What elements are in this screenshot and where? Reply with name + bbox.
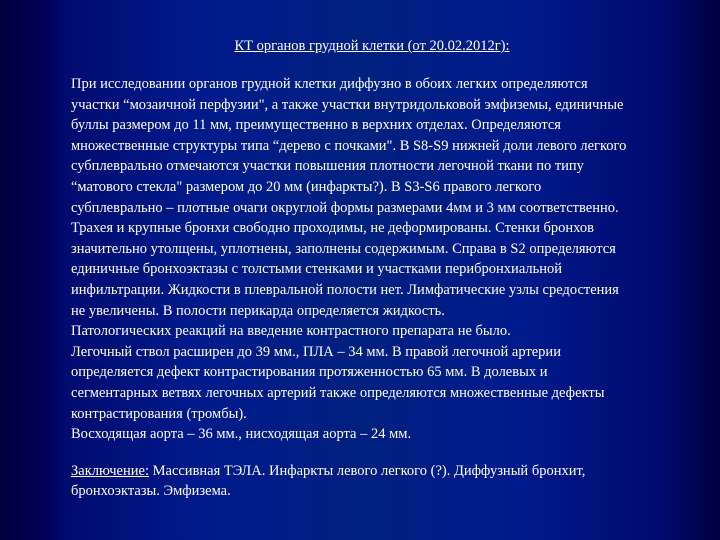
left-accent-bar <box>0 0 66 540</box>
text-line: При исследовании органов грудной клетки диффузно в обоих легких определяются <box>71 76 588 92</box>
text-line: Легочный ствол расширен до 39 мм., ПЛА – 34 мм. В правой легочной артерии <box>71 343 561 360</box>
text-line: сегментарных ветвях легочных артерий также определяются множественные дефекты <box>71 384 605 401</box>
text-line: “матового стекла" размером до 20 мм (инфаркты?). В S3-S6 правого легкого <box>71 178 542 195</box>
text-line: контрастирования (тромбы). <box>71 405 247 422</box>
findings-paragraph <box>71 74 701 445</box>
conclusion-paragraph <box>71 461 701 502</box>
text-line: Патологических реакций на введение контрастного препарата не было. <box>71 323 511 340</box>
conclusion-label: Заключение: <box>71 462 149 479</box>
text-line: множественные структуры типа “дерево с почками". В S8-S9 нижней доли левого легкого <box>71 137 627 154</box>
text-line: субплеврально – плотные очаги округлой формы размерами 4мм и 3 мм соответственно. <box>71 199 619 216</box>
text-line: единичные бронхоэктазы с толстыми стенками и участками перибронхиальной <box>71 261 562 278</box>
text-line: Трахея и крупные бронхи свободно проходимы, не деформированы. Стенки бронхов <box>71 220 594 237</box>
conclusion-line: бронхоэктазы. Эмфизема. <box>71 483 231 500</box>
text-line: значительно утолщены, уплотнены, заполнены содержимым. Справа в S2 определяются <box>71 240 616 257</box>
text-line: не увеличены. В полости перикарда определяется жидкость. <box>71 302 445 319</box>
text-line: буллы размером до 11 мм, преимущественно в верхних отделах. Определяются <box>71 117 561 134</box>
text-line: субплеврально отмечаются участки повышения плотности легочной ткани по типу <box>71 158 584 175</box>
conclusion-text: Массивная ТЭЛА. Инфаркты левого легкого (?). Диффузный бронхит, <box>148 462 586 479</box>
text-line: определяется дефект контрастирования протяженностью 65 мм. В долевых и <box>71 364 548 381</box>
slide-title: КТ органов грудной клетки (от 20.02.2012г): <box>234 38 510 54</box>
paragraph-gap <box>71 445 701 461</box>
text-line: Восходящая аорта – 36 мм., нисходящая аорта – 24 мм. <box>71 426 412 443</box>
slide-content <box>66 0 720 540</box>
report-body <box>71 74 701 502</box>
text-line: участки “мозаичной перфузии", а также участки внутридольковой эмфиземы, единичные <box>71 96 624 113</box>
conclusion-line <box>71 461 701 482</box>
text-line: инфильтрации. Жидкости в плевральной полости нет. Лимфатические узлы средостения <box>71 281 619 298</box>
